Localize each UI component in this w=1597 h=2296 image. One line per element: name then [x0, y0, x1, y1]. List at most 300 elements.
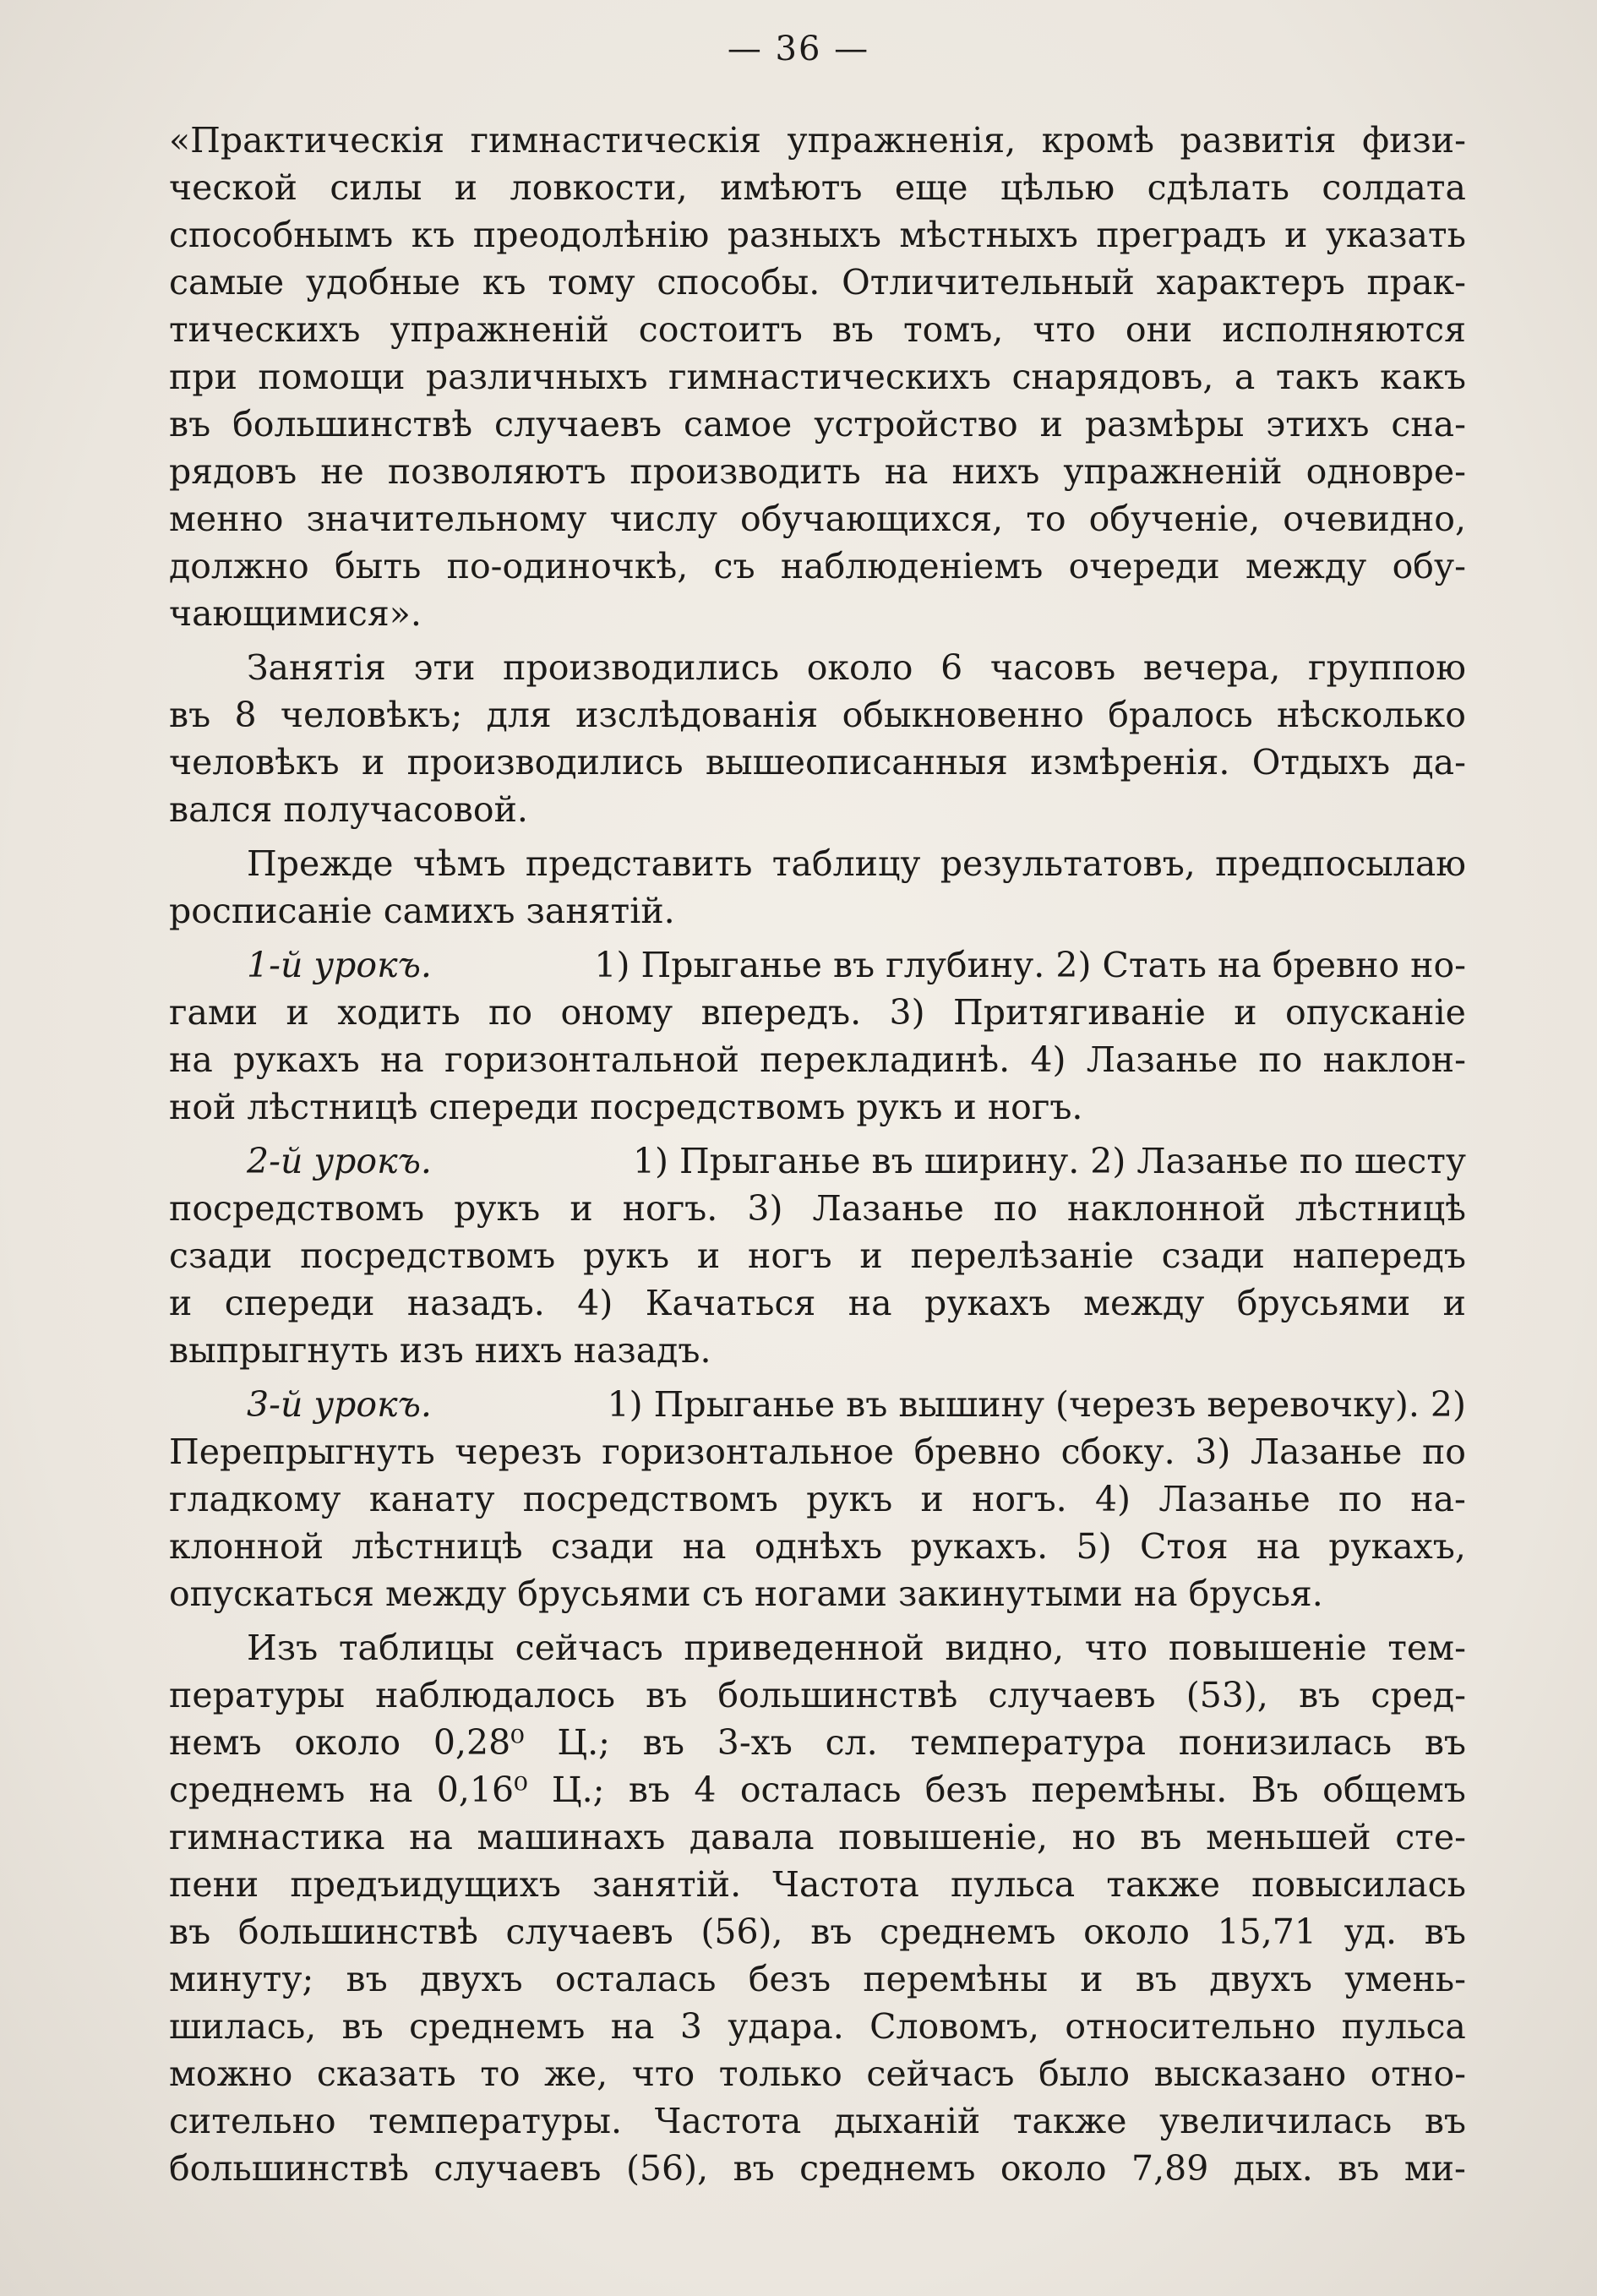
word: очевидно, [1283, 499, 1466, 539]
word: пературы [169, 1675, 345, 1715]
word: 4) [1030, 1039, 1066, 1080]
word: устройство [814, 404, 1018, 444]
word: безъ [748, 1959, 831, 1999]
word: самые [169, 262, 285, 303]
word: рукахъ [924, 1283, 1051, 1323]
text-line [169, 1766, 1466, 1813]
word: на [409, 1817, 453, 1857]
word: Перепрыгнуть [169, 1432, 435, 1472]
word: опусканіе [1285, 992, 1466, 1033]
word: спереди [224, 1283, 375, 1323]
text-line [169, 117, 1466, 164]
text-line: опускаться между брусьями съ ногами закинутыми на брусья. [169, 1573, 1323, 1614]
word: Отдыхъ [1251, 742, 1391, 783]
word: сейчасъ [515, 1628, 663, 1668]
word: однѣхъ [754, 1526, 883, 1567]
word: въ [642, 1722, 684, 1763]
text-line [169, 1861, 1466, 1908]
word: Лазанье [812, 1188, 964, 1229]
word: цѣлью [1000, 167, 1115, 208]
word: они [1125, 309, 1193, 350]
lesson-2-label: 2-й урокъ. [247, 1141, 432, 1181]
word: случаевъ [988, 1675, 1156, 1715]
word: сбоку. [1060, 1432, 1175, 1472]
word: на- [1410, 1479, 1466, 1519]
word: человѣкъ; [280, 695, 463, 735]
word: а [1234, 357, 1256, 397]
word: 4 [694, 1770, 717, 1810]
word: перемѣны [863, 1959, 1049, 1999]
word: дыханій [833, 2101, 981, 2141]
word: вечера, [1142, 647, 1281, 688]
word: группою [1308, 647, 1466, 688]
word: таблицу [771, 843, 921, 884]
word: въ [1338, 2148, 1380, 2189]
word: перекладинѣ. [760, 1039, 1011, 1080]
word: температуры. [368, 2101, 623, 2141]
word: рядовъ [169, 451, 297, 492]
word: рукъ [806, 1479, 893, 1519]
word: преградъ [1096, 215, 1267, 255]
page-number: — 36 — [727, 30, 870, 68]
word: повышеніе, [838, 1817, 1049, 1857]
word: ческой [169, 167, 297, 208]
word: что [1084, 1628, 1148, 1668]
word: перемѣны. [1031, 1770, 1228, 1810]
word: то [480, 2053, 521, 2094]
word: шилась, [169, 2006, 317, 2047]
word: мѣстныхъ [899, 215, 1078, 255]
word: въ [1424, 1722, 1466, 1763]
word: назадъ. [406, 1283, 545, 1323]
word: 4) [1094, 1479, 1131, 1519]
text-line [169, 306, 1466, 353]
word: гимнастика [169, 1817, 385, 1857]
text-line [169, 989, 1466, 1036]
word: характеръ [1156, 262, 1345, 303]
word: различныхъ [425, 357, 648, 397]
word: 3-хъ [717, 1722, 793, 1763]
word: преодолѣнію [472, 215, 710, 255]
word: среднемъ [409, 2006, 586, 2047]
word: производились [503, 647, 780, 688]
word: имѣютъ [720, 167, 863, 208]
word: Изъ [247, 1628, 319, 1668]
word: удобные [305, 262, 461, 303]
word: можно [169, 2053, 293, 2094]
word: какъ [1380, 357, 1466, 397]
text-line: росписаніе самихъ занятій. [169, 891, 675, 931]
word: осталась [739, 1770, 902, 1810]
word: должно [169, 546, 309, 586]
word: но [1071, 1817, 1116, 1857]
word: общемъ [1322, 1770, 1466, 1810]
word: большинствѣ [237, 1912, 478, 1952]
word: на [682, 1526, 727, 1567]
word: 15,71 [1217, 1912, 1316, 1952]
word: такъ [1275, 357, 1360, 397]
word: способы. [657, 262, 820, 303]
word: очереди [1068, 546, 1220, 586]
word: посредствомъ [300, 1235, 556, 1276]
word: (56), [625, 2148, 709, 2189]
word: прак- [1366, 262, 1466, 303]
word: большинствѣ [169, 2148, 409, 2189]
word: приведенной [684, 1628, 924, 1668]
word: сзади [1161, 1235, 1265, 1276]
word: тическихъ [169, 309, 361, 350]
text-line [169, 164, 1466, 211]
word: и [286, 992, 309, 1033]
word: пульса [950, 1864, 1076, 1905]
word: также [1106, 1864, 1221, 1905]
word: съ [713, 546, 755, 586]
word: сред- [1371, 1675, 1466, 1715]
word: на [884, 451, 929, 492]
word: Лазанье [1250, 1432, 1403, 1472]
word: обученіе, [1088, 499, 1261, 539]
word: и [361, 742, 385, 783]
word: 3 [679, 2006, 702, 2047]
word: быть [335, 546, 422, 586]
word: упражненій [390, 309, 609, 350]
word: ловкости, [510, 167, 688, 208]
word: давала [689, 1817, 815, 1857]
word: по [488, 992, 533, 1033]
word: умень- [1344, 1959, 1466, 1999]
text-line [169, 644, 1466, 691]
text-line [169, 448, 1466, 495]
word: бралось [1108, 695, 1253, 735]
word: Отличительный [842, 262, 1135, 303]
word: къ [482, 262, 526, 303]
word: Словомъ, [869, 2006, 1039, 2047]
word: изслѣдованія [575, 695, 819, 735]
word: и [1234, 992, 1257, 1033]
word: случаевъ [433, 2148, 602, 2189]
word: на [610, 2006, 655, 2047]
word: и [1442, 1283, 1466, 1323]
word: въ [733, 2148, 775, 2189]
text-line [169, 1908, 1466, 1955]
word: отно- [1370, 2053, 1466, 2094]
word: рукахъ, [1328, 1526, 1466, 1567]
word: удара. [728, 2006, 844, 2047]
word: не [320, 451, 364, 492]
word: среднемъ [169, 1770, 346, 1810]
word: на [368, 1770, 413, 1810]
word: сте- [1395, 1817, 1466, 1857]
word: человѣкъ [169, 742, 340, 783]
word: также [1012, 2101, 1127, 2141]
word: Прежде [247, 843, 394, 884]
text-line [169, 1475, 1466, 1523]
word: среднемъ [880, 1912, 1056, 1952]
word: къ [411, 215, 455, 255]
word: горизонтальной [444, 1039, 739, 1080]
text-line: чающимися». [169, 593, 422, 634]
word: двухъ [1209, 1959, 1312, 1999]
word: случаевъ [493, 404, 662, 444]
word: и [454, 167, 478, 208]
word: обучающихся, [740, 499, 1004, 539]
word: температура [910, 1722, 1147, 1763]
word: бревно [913, 1432, 1041, 1472]
lesson-3-first-line [169, 1381, 1466, 1428]
text-line [169, 1624, 1466, 1672]
word: въ [810, 1912, 853, 1952]
word: на [848, 1283, 892, 1323]
word: обыкновенно [842, 695, 1084, 735]
word: наклонной [1066, 1188, 1266, 1229]
word: понизилась [1178, 1722, 1393, 1763]
text-line: ной лѣстницѣ спереди посредствомъ рукъ и ногъ. [169, 1087, 1083, 1127]
word: измѣренія. [1030, 742, 1230, 783]
word: сказать [316, 2053, 456, 2094]
word: рукъ [454, 1188, 541, 1229]
word: посредствомъ [169, 1188, 425, 1229]
word: было [1038, 2053, 1131, 2094]
word: въ [1140, 1817, 1182, 1857]
word: 0,28⁰ [433, 1722, 525, 1763]
word: около [1083, 1912, 1190, 1952]
word: 8 [234, 695, 257, 735]
word: наблюдалось [375, 1675, 615, 1715]
word: около [806, 647, 913, 688]
word: сдѣлать [1147, 167, 1289, 208]
word: солдата [1322, 167, 1466, 208]
text-fragment: 1) Прыганье въ глубину. 2) Стать на бревно но- [594, 945, 1466, 985]
word: томъ, [902, 309, 1004, 350]
word: горизонтальное [602, 1432, 895, 1472]
word: тем- [1387, 1628, 1466, 1668]
word: самое [684, 404, 793, 444]
word: рукахъ. [910, 1526, 1049, 1567]
word: около [294, 1722, 401, 1763]
word: указать [1325, 215, 1466, 255]
word: на [1256, 1526, 1300, 1567]
word: напередъ [1292, 1235, 1466, 1276]
word: оному [560, 992, 673, 1033]
word: Лазанье [1086, 1039, 1239, 1080]
lesson-2-first-line [169, 1137, 1466, 1185]
word: повысилась [1251, 1864, 1466, 1905]
word: уд. [1344, 1912, 1398, 1952]
text-line [169, 1428, 1466, 1475]
word: 0,16⁰ [436, 1770, 528, 1810]
word: въ [1135, 1959, 1178, 1999]
word: въ [1424, 1912, 1466, 1952]
word: и [1284, 215, 1308, 255]
text-line [169, 1036, 1466, 1083]
text-line [169, 1279, 1466, 1327]
word: производить [630, 451, 861, 492]
word: эти [413, 647, 476, 688]
word: въ [1424, 2101, 1466, 2141]
word: по [1338, 1479, 1382, 1519]
body-text [169, 117, 1466, 2192]
word: въ [346, 1959, 388, 1999]
text-line [169, 353, 1466, 401]
word: 3) [1195, 1432, 1231, 1472]
word: обу- [1392, 546, 1466, 586]
word: позволяютъ [387, 451, 607, 492]
word: 4) [577, 1283, 613, 1323]
word: при [169, 357, 237, 397]
word: предпосылаю [1215, 843, 1466, 884]
word: черезъ [455, 1432, 582, 1472]
word: среднемъ [799, 2148, 976, 2189]
word: между [1083, 1283, 1205, 1323]
word: производились [406, 742, 684, 783]
text-line [169, 401, 1466, 448]
word: пульса [1341, 2006, 1466, 2047]
word: немъ [169, 1722, 262, 1763]
word: часовъ [989, 647, 1116, 688]
word: видно, [945, 1628, 1065, 1668]
word: большинствѣ [232, 404, 473, 444]
word: еще [894, 167, 968, 208]
word: «Практическія [169, 120, 445, 161]
word: что [1033, 309, 1096, 350]
text-fragment: 1) Прыганье въ вышину (черезъ веревочку). 2) [607, 1384, 1466, 1425]
word: разныхъ [727, 215, 881, 255]
text-line [169, 1955, 1466, 2003]
word: въ [341, 2006, 384, 2047]
lesson-1-first-line [169, 941, 1466, 989]
word: сна- [1391, 404, 1466, 444]
word: и [1080, 1959, 1104, 1999]
word: только [718, 2053, 842, 2094]
word: и [1039, 404, 1063, 444]
text-line [169, 1232, 1466, 1279]
word: меньшей [1206, 1817, 1371, 1857]
word: между [1245, 546, 1367, 586]
word: ногъ. [972, 1479, 1067, 1519]
word: наблюденіемъ [780, 546, 1044, 586]
word: Стоя [1140, 1526, 1229, 1567]
word: сзади [169, 1235, 273, 1276]
word: гимнастическія [470, 120, 761, 161]
text-line [169, 1813, 1466, 1861]
word: и [570, 1188, 593, 1229]
word: состоитъ [638, 309, 803, 350]
word: по [1258, 1039, 1303, 1080]
text-line: выпрыгнуть изъ нихъ назадъ. [169, 1330, 711, 1371]
word: въ [169, 695, 211, 735]
word: пени [169, 1864, 259, 1905]
text-line [169, 543, 1466, 590]
word: по [993, 1188, 1038, 1229]
word: въ [831, 309, 874, 350]
word: Въ [1251, 1770, 1299, 1810]
word: сл. [825, 1722, 878, 1763]
word: значительному [306, 499, 587, 539]
word: сительно [169, 2101, 336, 2141]
word: представить [525, 843, 753, 884]
word: 6 [940, 647, 963, 688]
word: канату [368, 1479, 495, 1519]
word: 3) [747, 1188, 783, 1229]
word: результатовъ, [940, 843, 1196, 884]
word: помощи [258, 357, 406, 397]
word: менно [169, 499, 284, 539]
word: (53), [1185, 1675, 1268, 1715]
word: Занятія [247, 647, 386, 688]
text-line [169, 1719, 1466, 1766]
word: да- [1412, 742, 1466, 783]
word: около [1000, 2148, 1107, 2189]
text-line [169, 2145, 1466, 2192]
word: наклон- [1322, 1039, 1466, 1080]
word: посредствомъ [522, 1479, 778, 1519]
word: на [379, 1039, 424, 1080]
word: дых. [1233, 2148, 1313, 2189]
word: гами [169, 992, 259, 1033]
word: ногъ [748, 1235, 832, 1276]
word: рукахъ [233, 1039, 360, 1080]
word: 5) [1076, 1526, 1112, 1567]
word: чѣмъ [412, 843, 506, 884]
text-line [169, 495, 1466, 543]
word: Лазанье [1158, 1479, 1311, 1519]
word: для [486, 695, 552, 735]
word: сзади [550, 1526, 655, 1567]
word: и [859, 1235, 883, 1276]
word: вышеописанныя [705, 742, 1008, 783]
word: большинствѣ [717, 1675, 958, 1715]
word: способнымъ [169, 215, 394, 255]
text-line [169, 1672, 1466, 1719]
word: впередъ. [700, 992, 862, 1033]
word: нихъ [951, 451, 1040, 492]
word: въ [169, 404, 211, 444]
word: снарядовъ, [1011, 357, 1214, 397]
text-fragment: 1) Прыганье въ ширину. 2) Лазанье по шесту [632, 1141, 1466, 1181]
word: Ц.; [551, 1770, 605, 1810]
word: ми- [1404, 2148, 1466, 2189]
word: Частота [654, 2101, 802, 2141]
word: силы [330, 167, 422, 208]
word: упражненій [1063, 451, 1283, 492]
word: числу [609, 499, 718, 539]
word: лѣстницѣ [352, 1526, 523, 1567]
word: же, [544, 2053, 608, 2094]
word: то [1026, 499, 1066, 539]
text-line [169, 1185, 1466, 1232]
word: машинахъ [477, 1817, 666, 1857]
word: предъидущихъ [290, 1864, 561, 1905]
text-line [169, 840, 1466, 887]
lesson-1-label: 1-й урокъ. [247, 945, 432, 985]
text-line [169, 691, 1466, 739]
word: въ [169, 1912, 211, 1952]
word: ходить [337, 992, 461, 1033]
word: одновре- [1305, 451, 1466, 492]
word: минуту; [169, 1959, 314, 1999]
word: относительно [1065, 2006, 1316, 2047]
text-line: вался получасовой. [169, 789, 528, 830]
word: 7,89 [1131, 2148, 1209, 2189]
word: физи- [1362, 120, 1466, 161]
word: безъ [924, 1770, 1008, 1810]
word: таблицы [338, 1628, 494, 1668]
word: въ [646, 1675, 688, 1715]
word: 3) [889, 992, 925, 1033]
text-line [169, 2097, 1466, 2145]
text-line [169, 211, 1466, 259]
word: этихъ [1266, 404, 1370, 444]
